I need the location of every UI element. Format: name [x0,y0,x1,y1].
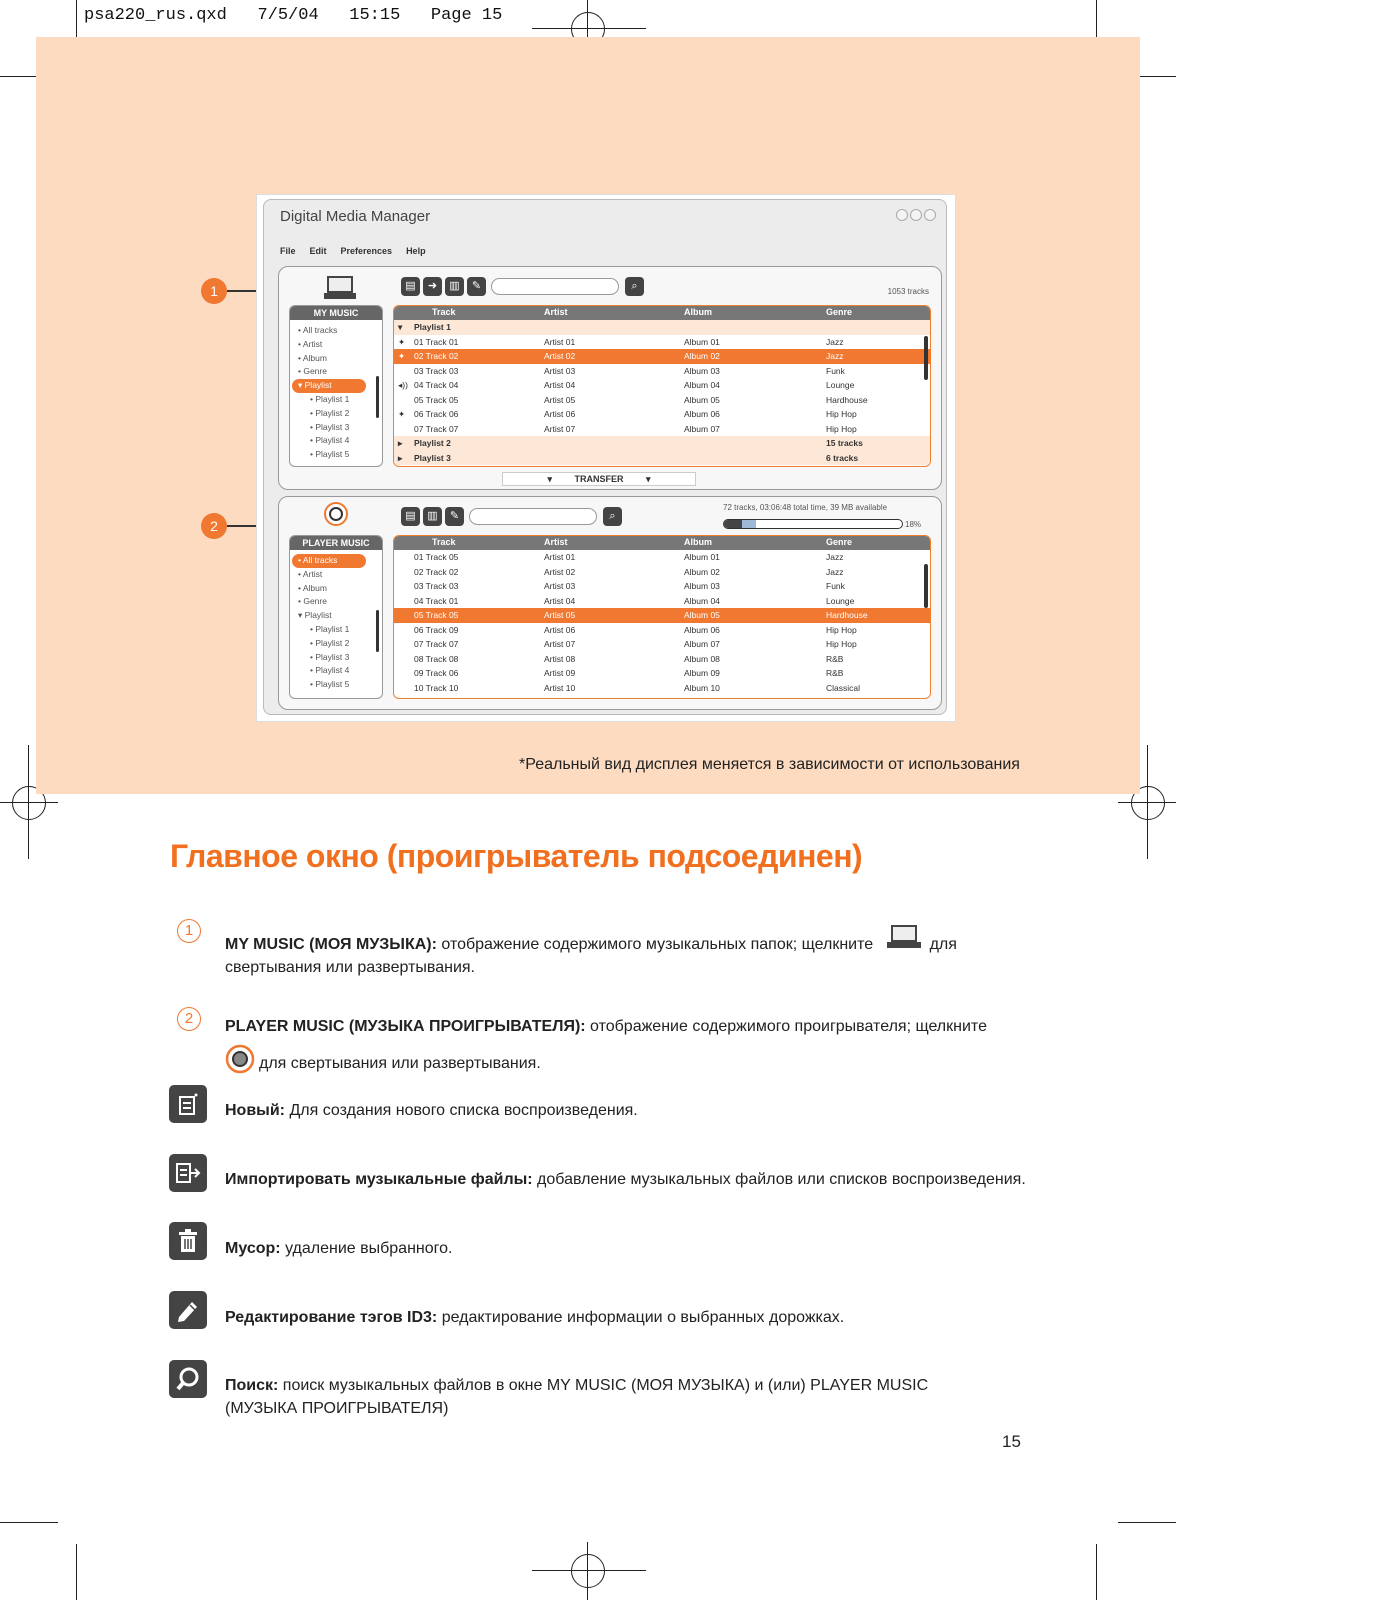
sidebar-item[interactable] [290,338,382,352]
item-player-music [225,1010,987,1081]
cell-track: 03 Track 03 [414,365,459,376]
my-music-sidebar [289,305,383,467]
track-count: 1053 tracks [887,287,929,296]
window-controls [896,209,936,221]
cell-track: 02 Track 02 [414,566,459,577]
cell-track: 04 Track 04 [414,380,459,390]
menu-file[interactable]: File [280,246,296,256]
computer-icon [884,923,924,953]
sidebar-item-marker: ▾ [298,380,305,391]
sidebar-item[interactable] [290,678,382,692]
sidebar-item[interactable] [290,352,382,366]
sidebar-item-marker: • [310,449,316,460]
cell-track: 09 Track 06 [414,668,459,678]
sidebar-item-label: Playlist 3 [315,651,350,662]
item-title: Импортировать музыкальные файлы: [225,1171,533,1188]
cell-artist: Artist 04 [544,595,576,606]
item-new [225,1099,638,1122]
my-music-table [393,305,931,467]
sidebar-item-label: Playlist 3 [315,421,350,432]
scrollbar[interactable] [376,610,379,652]
sidebar-item-marker: • [310,665,316,676]
window-title: Digital Media Manager [280,208,431,225]
my-music-header[interactable]: MY MUSIC [290,306,382,320]
player-music-nav [290,550,382,692]
item-text-line2: (МУЗЫКА ПРОИГРЫВАТЕЛЯ) [225,1400,449,1417]
sidebar-item-label: Genre [303,596,327,607]
sidebar-item-label: Playlist 4 [315,435,350,446]
player-music-sidebar [289,535,383,699]
sidebar-item-marker: • [310,407,316,418]
cell-track: 06 Track 06 [414,409,459,419]
sidebar-item-marker: • [310,623,316,634]
cell-album: Album 03 [684,581,720,591]
storage-progress-fill [724,520,756,528]
sidebar-item-marker: • [298,582,303,593]
cell-track: 08 Track 08 [414,653,459,664]
player-icon [225,1044,255,1074]
computer-icon[interactable] [323,275,357,301]
cell-genre: Hardhouse [826,394,868,405]
cell-track: 07 Track 07 [414,423,459,434]
slug-date: 7/5/04 [257,6,319,25]
cell-genre: Hip Hop [826,639,857,649]
cell-artist: Artist 10 [544,682,576,693]
maximize-button[interactable] [910,209,922,221]
column-track[interactable]: Track [432,307,456,317]
cell-artist: Artist 08 [544,653,576,664]
cell-artist: Artist 03 [544,365,576,376]
edit-tag-icon [169,1291,207,1329]
menu-preferences[interactable]: Preferences [340,246,393,256]
sidebar-item-marker: • [298,366,304,377]
cell-album: Album 07 [684,423,720,434]
sidebar-item-label: All tracks [302,555,338,565]
sidebar-item-marker: ▾ [298,610,305,621]
table-row[interactable] [394,393,930,408]
playlist-row[interactable] [394,451,930,466]
cell-artist: Artist 06 [544,409,576,419]
cell-track: 06 Track 09 [414,624,459,635]
cell-album: Album 03 [684,365,720,376]
row-marker: ▸ [398,438,403,448]
table-row[interactable] [394,652,930,667]
cell-album: Album 05 [684,610,720,620]
sidebar-item-label: Playlist 2 [315,637,350,648]
sidebar-item-label: Playlist 1 [315,393,350,404]
cell-track: 02 Track 02 [414,351,459,361]
player-icon[interactable] [323,501,349,527]
transfer-button[interactable]: ▾ TRANSFER ▾ [502,472,696,486]
item-title: Мусор: [225,1240,281,1257]
sidebar-item-label: Playlist [304,610,332,621]
edit-tag-button[interactable]: ✎ [467,277,486,296]
column-artist[interactable]: Artist [544,307,568,317]
table-row[interactable] [394,565,930,580]
column-artist[interactable]: Artist [544,537,568,547]
cell-album: Album 01 [684,552,720,562]
crop-mark [1096,1544,1097,1600]
sidebar-item[interactable] [290,582,382,596]
column-album[interactable]: Album [684,537,712,547]
sidebar-item[interactable] [290,434,382,448]
slug-page-num: 15 [481,6,503,25]
sidebar-item-marker: • [310,637,316,648]
my-music-pane [278,266,942,490]
close-button[interactable] [924,209,936,221]
sidebar-item[interactable] [292,554,366,568]
sidebar-item-marker: • [298,338,303,349]
item-edit [225,1306,844,1329]
player-status: 72 tracks, 03:06:48 total time, 39 MB available [723,503,888,512]
search-button[interactable]: ⌕ [625,277,644,296]
cell-album: Album 10 [684,682,720,693]
callout-1: 1 [201,278,227,304]
cell-artist: Artist 01 [544,336,576,347]
sidebar-item[interactable] [292,379,366,393]
scrollbar[interactable] [924,564,928,608]
cell-track: 03 Track 03 [414,581,459,591]
cell-album: Album 06 [684,409,720,419]
import-icon [169,1154,207,1192]
playlist-row[interactable] [394,320,930,335]
sidebar-item-marker: • [298,555,303,565]
sidebar-item[interactable] [290,568,382,582]
crop-mark [0,1522,58,1523]
slug-page-label: Page [430,6,472,25]
sidebar-item-marker: • [310,421,316,432]
edit-tag-button[interactable]: ✎ [445,507,464,526]
sidebar-item-label: Playlist [304,380,332,391]
table-row[interactable] [394,681,930,696]
slug-time: 15:15 [349,6,401,25]
table-row[interactable] [394,349,930,364]
column-album[interactable]: Album [684,307,712,317]
item-title: PLAYER MUSIC (МУЗЫКА ПРОИГРЫВАТЕЛЯ): [225,1018,586,1035]
playlist-row[interactable] [394,436,930,451]
sidebar-item-label: Playlist 4 [315,665,350,676]
player-music-pane [278,496,942,710]
item-title: Редактирование тэгов ID3: [225,1309,438,1326]
slug-file: psa220_rus.qxd [84,6,227,25]
cell-artist: Artist 02 [544,351,576,361]
cell-track: 10 Track 10 [414,682,459,693]
cell-artist: Artist 03 [544,581,576,591]
item-text-line2: для свертывания или развертывания. [259,1055,541,1072]
trash-icon [169,1222,207,1260]
cell-genre: Hardhouse [826,610,868,620]
item-text: редактирование информации о выбранных дорожках. [441,1309,845,1326]
cell-album: Album 02 [684,351,720,361]
item-my-music [225,923,957,979]
table-row[interactable] [394,579,930,594]
cell-track: 01 Track 01 [414,336,459,347]
transfer-label: TRANSFER [574,474,624,484]
cell-track: Playlist 1 [414,322,451,332]
table-row[interactable] [394,550,930,565]
crop-mark [76,1544,77,1600]
sidebar-item[interactable] [290,448,382,462]
cell-album: Album 06 [684,624,720,635]
sidebar-item[interactable] [290,365,382,379]
row-marker: ▾ [398,322,403,332]
sidebar-item-label: Genre [303,366,327,377]
new-playlist-icon [169,1085,207,1123]
row-marker: ▸ [398,452,403,463]
import-button[interactable]: ➜ [423,277,442,296]
cell-genre: Hip Hop [826,409,857,419]
app-window [263,199,947,715]
screenshot-caption: *Реальный вид дисплея меняется в зависимости от использования [519,756,1020,773]
scrollbar[interactable] [376,376,379,418]
storage-percent: 18% [905,520,922,529]
crop-mark [1118,1522,1176,1523]
registration-mark [571,1554,605,1588]
item-title: MY MUSIC (МОЯ МУЗЫКА): [225,936,437,953]
table-row[interactable] [394,364,930,379]
cell-artist: Artist 07 [544,423,576,434]
sidebar-item-label: All tracks [302,325,338,335]
cell-artist: Artist 02 [544,566,576,577]
sidebar-item-label: Album [302,352,327,363]
item-title: Новый: [225,1102,285,1119]
app-screenshot [256,194,956,722]
table-row[interactable] [394,335,930,350]
item-text: отображение содержимого музыкальных папок; щелкните [441,936,874,953]
cell-artist: Artist 04 [544,380,576,390]
page-heading: Главное окно (проигрыватель подсоединен) [170,838,863,874]
sidebar-item[interactable] [290,664,382,678]
table-row[interactable] [394,608,930,623]
item-import [225,1168,1026,1191]
item-number-2: 2 [177,1007,201,1031]
item-number-1: 1 [177,919,201,943]
cell-album: Album 09 [684,668,720,678]
sidebar-item-label: Artist [302,568,323,579]
sidebar-item-marker: • [298,352,303,363]
sidebar-item[interactable] [290,609,382,623]
sidebar-item[interactable] [290,324,382,338]
cell-genre: Hip Hop [826,624,857,635]
table-row[interactable] [394,594,930,609]
minimize-button[interactable] [896,209,908,221]
row-marker: ✦ [398,409,406,419]
column-track[interactable]: Track [432,537,456,547]
search-button[interactable]: ⌕ [603,507,622,526]
cell-genre: Jazz [826,552,844,562]
page-number: 15 [1002,1432,1021,1451]
cell-genre: Lounge [826,380,855,390]
item-text: добавление музыкальных файлов или списков воспроизведения. [537,1171,1026,1188]
cell-album: Album 04 [684,595,720,606]
table-row[interactable] [394,378,930,393]
sidebar-item[interactable] [290,393,382,407]
table-header [394,536,930,550]
search-input[interactable] [469,508,597,525]
cell-genre: 6 tracks [826,452,859,463]
sidebar-item-marker: • [310,679,316,690]
cell-genre: Classical [826,682,861,693]
sidebar-item-marker: • [298,596,304,607]
item-text-line2: свертывания или развертывания. [225,959,475,976]
cell-genre: Jazz [826,336,844,347]
my-music-nav [290,320,382,462]
cell-album: Album 07 [684,639,720,649]
item-search [225,1374,928,1420]
cell-genre: Funk [826,581,845,591]
table-body [394,320,930,465]
cell-artist: Artist 05 [544,610,576,620]
table-row[interactable] [394,407,930,422]
cell-genre: Lounge [826,595,855,606]
item-text: Для создания нового списка воспроизведения. [289,1102,638,1119]
cell-artist: Artist 09 [544,668,576,678]
cell-track: 05 Track 05 [414,610,459,620]
scrollbar[interactable] [924,336,928,380]
item-text-after: для [929,936,957,953]
storage-progress-bar [723,519,903,529]
menu-bar [280,246,426,256]
cell-track: 07 Track 07 [414,639,459,649]
table-row[interactable] [394,637,930,652]
cell-album: Album 08 [684,653,720,664]
menu-edit[interactable]: Edit [309,246,327,256]
sidebar-item-label: Playlist 5 [315,449,350,460]
trash-button[interactable]: ▥ [445,277,464,296]
cell-genre: Jazz [826,351,844,361]
search-icon [169,1360,207,1398]
sidebar-item[interactable] [290,595,382,609]
cell-genre: R&B [826,653,844,664]
cell-genre: 15 tracks [826,438,863,448]
new-playlist-button[interactable]: ▤ [401,507,420,526]
cell-track: 01 Track 05 [414,552,459,562]
sidebar-item-label: Album [302,582,327,593]
sidebar-item-label: Artist [302,338,323,349]
cell-genre: Jazz [826,566,844,577]
table-row[interactable] [394,666,930,681]
row-marker: ✦ [398,336,406,347]
cell-album: Album 05 [684,394,720,405]
table-header [394,306,930,320]
sidebar-item-marker: • [298,568,303,579]
row-marker: ◂)) [398,380,408,390]
sidebar-item[interactable] [290,421,382,435]
slug-line [84,6,502,25]
table-row[interactable] [394,623,930,638]
sidebar-item-label: Playlist 2 [315,407,350,418]
row-marker: ✦ [398,351,406,361]
player-music-header[interactable]: PLAYER MUSIC [290,536,382,550]
callout-2: 2 [201,513,227,539]
sidebar-item-marker: • [298,325,303,335]
cell-track: 05 Track 05 [414,394,459,405]
search-input[interactable] [491,278,619,295]
sidebar-item[interactable] [290,623,382,637]
sidebar-item-label: Playlist 5 [315,679,350,690]
cell-track: Playlist 2 [414,438,451,448]
trash-button[interactable]: ▥ [423,507,442,526]
cell-artist: Artist 05 [544,394,576,405]
item-text: удаление выбранного. [285,1240,453,1257]
sidebar-item[interactable] [290,407,382,421]
table-row[interactable] [394,422,930,437]
cell-album: Album 02 [684,566,720,577]
cell-artist: Artist 07 [544,639,576,649]
sidebar-item-marker: • [310,435,316,446]
cell-track: 04 Track 01 [414,595,459,606]
table-body [394,550,930,695]
cell-artist: Artist 01 [544,552,576,562]
sidebar-item[interactable] [290,637,382,651]
sidebar-item[interactable] [290,651,382,665]
item-title: Поиск: [225,1377,279,1394]
sidebar-item-label: Playlist 1 [315,623,350,634]
sidebar-item-marker: • [310,651,316,662]
cell-genre: Hip Hop [826,423,857,434]
player-music-table [393,535,931,699]
menu-help[interactable]: Help [406,246,426,256]
new-playlist-button[interactable]: ▤ [401,277,420,296]
item-text: отображение содержимого проигрывателя; щелкните [590,1018,987,1035]
cell-album: Album 04 [684,380,720,390]
column-genre[interactable]: Genre [826,307,853,317]
sidebar-item-marker: • [310,393,316,404]
cell-track: Playlist 3 [414,452,451,463]
cell-genre: R&B [826,668,844,678]
cell-album: Album 01 [684,336,720,347]
cell-genre: Funk [826,365,845,376]
column-genre[interactable]: Genre [826,537,853,547]
cell-artist: Artist 06 [544,624,576,635]
item-trash [225,1237,452,1260]
item-text: поиск музыкальных файлов в окне MY MUSIC (МОЯ МУЗЫКА) и (или) PLAYER MUSIC [282,1377,929,1394]
